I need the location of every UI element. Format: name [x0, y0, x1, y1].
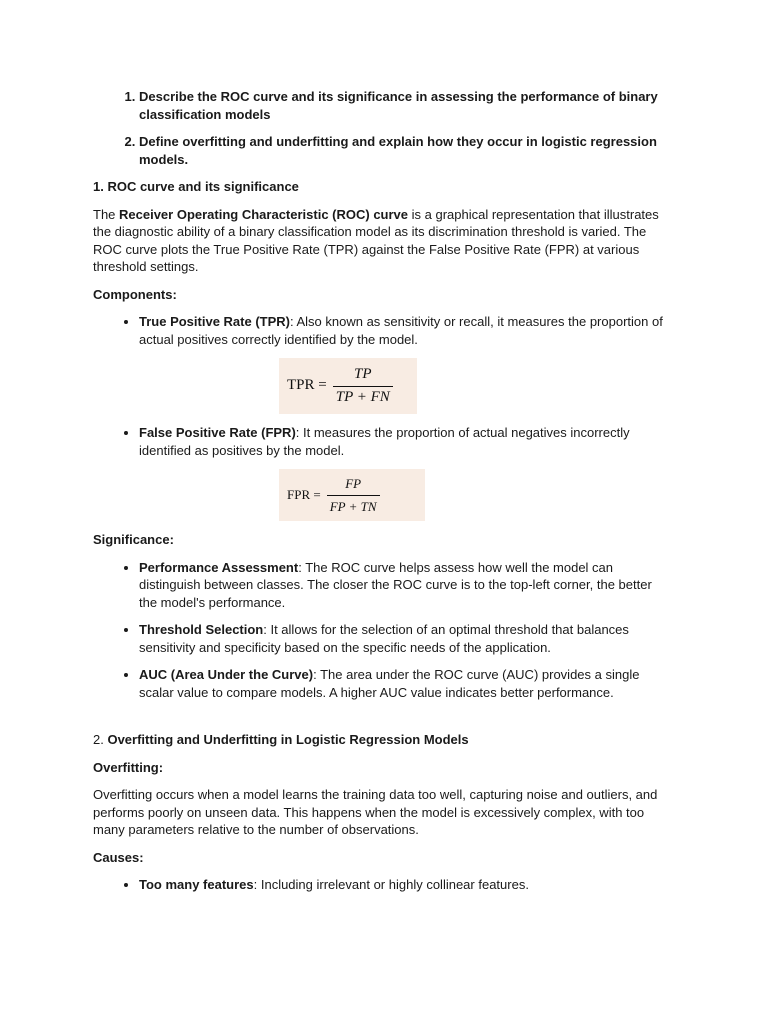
overfitting-heading: Overfitting: — [93, 759, 164, 775]
causes-list — [93, 876, 673, 894]
fpr-formula-denominator: FP + TN — [327, 495, 380, 516]
roc-intro-paragraph: The Receiver Operating Characteristic (ROC) curve is a graphical representation that illustrates the diagnostic ability of a binary classification model as its discrimination threshold is varied. The ROC curve plots the True Positive Rate (TPR) against the False Positive Rate (FPR) at various threshold settings. — [93, 206, 659, 274]
roc-term: Receiver Operating Characteristic (ROC) curve — [119, 206, 409, 222]
question-item: 2. Define overfitting and underfitting and explain how they occur in logistic regression models. — [139, 133, 673, 168]
tpr-formula-numerator: TP — [353, 366, 372, 382]
significance-heading: Significance: — [93, 532, 174, 547]
components-list — [93, 313, 673, 348]
list-item: • AUC (Area Under the Curve): The area under the ROC curve (AUC) provides a single scalar value to compare models. A higher AUC value indicates better performance. — [139, 666, 673, 701]
tpr-formula — [279, 358, 417, 414]
fpr-term: False Positive Rate (FPR) — [139, 425, 296, 440]
question-list — [93, 88, 673, 168]
fpr-formula-lhs: FPR = — [287, 487, 321, 503]
overfitting-paragraph: Overfitting occurs when a model learns the training data too well, capturing noise and outliers, and performs poorly on unseen data. This happens when the model is excessively complex, with too many parameters relative to the number of observations. — [93, 787, 658, 837]
question-item: 1. Describe the ROC curve and its significance in assessing the performance of binary classification models — [139, 88, 673, 123]
list-item-tpr: • True Positive Rate (TPR): Also known as sensitivity or recall, it measures the proportion of actual positives correctly identified by the model. — [139, 313, 673, 348]
section2-heading: 2. Overfitting and Underfitting in Logistic Regression Models — [93, 732, 469, 747]
causes-heading: Causes: — [93, 849, 144, 865]
fpr-formula-numerator: FP — [345, 476, 362, 491]
components-heading: Components: — [93, 286, 177, 302]
section1-heading: 1. ROC curve and its significance — [93, 179, 299, 194]
tpr-formula-lhs: TPR = — [287, 377, 327, 394]
list-item: • Threshold Selection: It allows for the selection of an optimal threshold that balances sensitivity and specificity based on the specific needs of the application. — [139, 621, 673, 656]
tpr-term: True Positive Rate (TPR) — [139, 314, 290, 329]
list-item: • Too many features: Including irrelevant or highly collinear features. — [139, 876, 673, 894]
list-item-fpr: • False Positive Rate (FPR): It measures the proportion of actual negatives incorrectly identified as positives by the model. — [139, 424, 673, 459]
fpr-formula — [279, 469, 425, 521]
document-page — [93, 88, 673, 904]
tpr-formula-denominator: TP + FN — [333, 386, 393, 407]
list-item: • Performance Assessment: The ROC curve helps assess how well the model can distinguish between classes. The closer the ROC curve is to the top-left corner, the better the model's performance. — [139, 559, 673, 612]
significance-list — [93, 559, 673, 702]
components-list-2 — [93, 424, 673, 459]
